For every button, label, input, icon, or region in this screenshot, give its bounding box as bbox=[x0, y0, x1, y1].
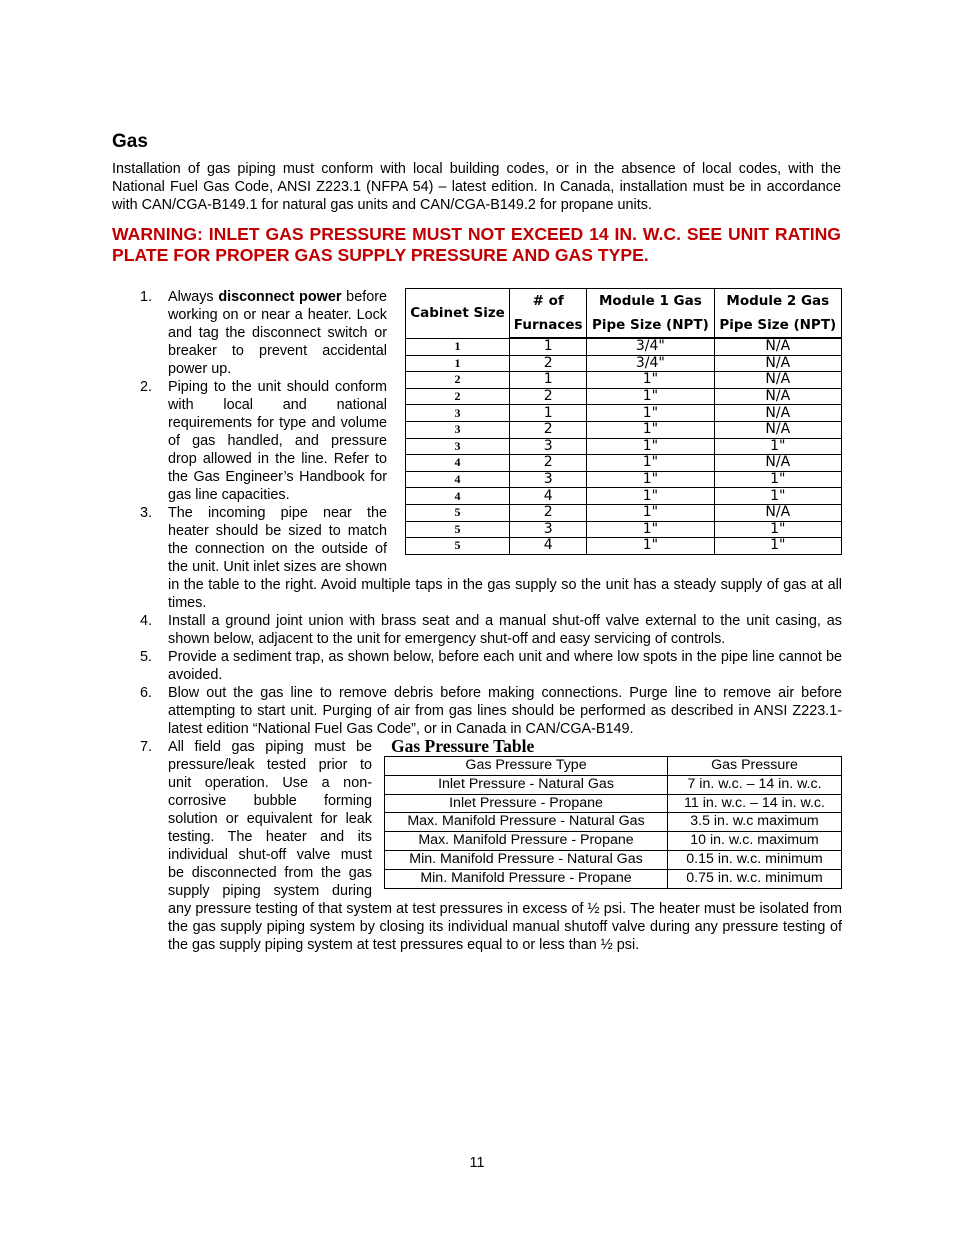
header-module2-1: Module 2 Gas bbox=[714, 289, 841, 314]
cell-module2: 1" bbox=[714, 521, 841, 538]
warning-text: WARNING: INLET GAS PRESSURE MUST NOT EXCEED 14 IN. W.C. SEE UNIT RATING PLATE FOR PROPER GAS SUPPLY PRESSURE AND GAS TYPE. bbox=[112, 224, 841, 265]
list-item-text bbox=[168, 288, 842, 378]
cell-furnaces: 2 bbox=[510, 504, 587, 521]
cell-module2: 1" bbox=[714, 471, 841, 488]
header-cabinet-size: Cabinet Size bbox=[406, 289, 510, 339]
cell-furnaces: 1 bbox=[510, 372, 587, 389]
page-number: 11 bbox=[469, 1155, 485, 1171]
cell-furnaces: 4 bbox=[510, 538, 587, 555]
list-number: 2. bbox=[140, 379, 153, 395]
cell-furnaces: 1 bbox=[510, 405, 587, 422]
cell-cabinet: 5 bbox=[406, 538, 510, 555]
cell-pressure-type: Max. Manifold Pressure - Propane bbox=[385, 832, 668, 851]
list-item-text: Piping to the unit should conform with local and national requirements for type and volume of gas handled, and pressure drop allowed in the line. Refer to the Gas Engineer’s Handbook for gas line capacities. bbox=[168, 379, 387, 503]
list-item bbox=[140, 504, 842, 612]
list-item bbox=[140, 648, 842, 684]
cell-furnaces: 2 bbox=[510, 355, 587, 372]
list-item bbox=[140, 288, 842, 378]
list-number: 6. bbox=[140, 685, 153, 701]
list-item bbox=[140, 738, 842, 954]
list-number: 4. bbox=[140, 613, 153, 629]
cell-pressure: 7 in. w.c. – 14 in. w.c. bbox=[668, 775, 842, 794]
step1-post: before working on or near a heater. Lock and tag the disconnect switch or breaker to prevent accidental power up. bbox=[168, 289, 387, 377]
cell-module2: 1" bbox=[714, 488, 841, 505]
cell-module1: 1" bbox=[587, 388, 714, 405]
cell-furnaces: 1 bbox=[510, 338, 587, 355]
cell-cabinet: 3 bbox=[406, 421, 510, 438]
cell-module2: N/A bbox=[714, 338, 841, 355]
cell-pressure: 11 in. w.c. – 14 in. w.c. bbox=[668, 794, 842, 813]
cell-module1: 1" bbox=[587, 455, 714, 472]
cell-module2: N/A bbox=[714, 355, 841, 372]
cell-module2: 1" bbox=[714, 538, 841, 555]
cell-cabinet: 3 bbox=[406, 405, 510, 422]
list-number: 5. bbox=[140, 649, 153, 665]
cell-furnaces: 2 bbox=[510, 421, 587, 438]
cell-furnaces: 3 bbox=[510, 471, 587, 488]
list-item-text: Install a ground joint union with brass seat and a manual shut-off valve external to the unit casing, as shown below, adjacent to the unit for emergency shut-off and easy servicing of controls. bbox=[168, 613, 842, 647]
cell-pressure: 3.5 in. w.c maximum bbox=[668, 813, 842, 832]
cell-module2: N/A bbox=[714, 504, 841, 521]
header-furnaces-1: # of bbox=[510, 289, 587, 314]
cell-cabinet: 2 bbox=[406, 372, 510, 389]
cell-module2: N/A bbox=[714, 372, 841, 389]
cell-module1: 1" bbox=[587, 504, 714, 521]
cell-pressure: 0.75 in. w.c. minimum bbox=[668, 869, 842, 888]
cell-module1: 3/4" bbox=[587, 338, 714, 355]
cell-pressure-type: Max. Manifold Pressure - Natural Gas bbox=[385, 813, 668, 832]
cell-cabinet: 3 bbox=[406, 438, 510, 455]
header-module1-1: Module 1 Gas bbox=[587, 289, 714, 314]
list-item bbox=[140, 612, 842, 648]
cell-cabinet: 2 bbox=[406, 388, 510, 405]
cell-module2: N/A bbox=[714, 421, 841, 438]
cell-pressure: 10 in. w.c. maximum bbox=[668, 832, 842, 851]
cell-pressure-type: Min. Manifold Pressure - Propane bbox=[385, 869, 668, 888]
section-heading: Gas bbox=[112, 131, 148, 152]
cell-furnaces: 4 bbox=[510, 488, 587, 505]
cell-module2: N/A bbox=[714, 388, 841, 405]
cell-pressure-type: Inlet Pressure - Propane bbox=[385, 794, 668, 813]
cell-module1: 3/4" bbox=[587, 355, 714, 372]
list-number: 1. bbox=[140, 289, 153, 305]
list-number: 3. bbox=[140, 505, 153, 521]
header-pressure-type: Gas Pressure Type bbox=[385, 757, 668, 776]
cell-cabinet: 1 bbox=[406, 355, 510, 372]
list-item-text: Provide a sediment trap, as shown below, before each unit and where low spots in the pipe line cannot be avoided. bbox=[168, 649, 842, 683]
gas-pressure-table-title: Gas Pressure Table bbox=[391, 736, 535, 756]
intro-paragraph: Installation of gas piping must conform with local building codes, or in the absence of local codes, with the National Fuel Gas Code, ANSI Z223.1 (NFPA 54) – latest edition. In Canada, installation must be in accordance with CAN/CGA-B149.1 for natural gas units and CAN/CGA-B149.2 for propane units. bbox=[112, 161, 841, 213]
header-module1-2: Pipe Size (NPT) bbox=[587, 313, 714, 338]
cell-module1: 1" bbox=[587, 421, 714, 438]
cell-cabinet: 1 bbox=[406, 338, 510, 355]
step1-bold: disconnect power bbox=[218, 289, 342, 305]
cell-cabinet: 4 bbox=[406, 488, 510, 505]
cell-furnaces: 3 bbox=[510, 438, 587, 455]
cell-cabinet: 4 bbox=[406, 455, 510, 472]
cell-pressure-type: Inlet Pressure - Natural Gas bbox=[385, 775, 668, 794]
cell-cabinet: 5 bbox=[406, 521, 510, 538]
cell-pressure: 0.15 in. w.c. minimum bbox=[668, 850, 842, 869]
list-item bbox=[140, 378, 842, 504]
cell-cabinet: 5 bbox=[406, 504, 510, 521]
instruction-list bbox=[140, 288, 842, 954]
cell-module1: 1" bbox=[587, 372, 714, 389]
list-item-text: The incoming pipe near the heater should be sized to match the connection on the outside of the unit. Unit inlet sizes are shown in the table to the right. Avoid multiple taps in the gas supply so the unit has a steady supply of gas at all times. bbox=[168, 505, 842, 611]
cell-module1: 1" bbox=[587, 471, 714, 488]
cell-furnaces: 2 bbox=[510, 388, 587, 405]
header-furnaces-2: Furnaces bbox=[510, 313, 587, 338]
list-item-text: All field gas piping must be pressure/leak tested prior to unit operation. Use a non-corrosive bubble forming solution or equivalent for leak testing. The heater and its individual shut-off valve must be disconnected from the gas supply piping system during any pressure testing of that system at test pressures in excess of ½ psi. The heater must be isolated from the gas supply piping system by closing its individual manual shutoff valve during any pressure testing of the gas supply piping system at test pressures equal to or less than ½ psi. bbox=[168, 739, 842, 953]
cell-module1: 1" bbox=[587, 405, 714, 422]
cell-module1: 1" bbox=[587, 521, 714, 538]
cell-furnaces: 3 bbox=[510, 521, 587, 538]
cell-module2: N/A bbox=[714, 405, 841, 422]
list-item bbox=[140, 684, 842, 738]
list-item-text: Blow out the gas line to remove debris before making connections. Purge line to remove air before attempting to start unit. Purging of air from gas lines should be performed as described in ANSI Z223.1-latest edition “National Fuel Gas Code”, or in Canada in CAN/CGA-B149. bbox=[168, 685, 842, 737]
cell-pressure-type: Min. Manifold Pressure - Natural Gas bbox=[385, 850, 668, 869]
cell-module2: N/A bbox=[714, 455, 841, 472]
list-number: 7. bbox=[140, 739, 153, 755]
cell-module1: 1" bbox=[587, 488, 714, 505]
cell-cabinet: 4 bbox=[406, 471, 510, 488]
step1-pre: Always bbox=[168, 289, 219, 305]
cell-furnaces: 2 bbox=[510, 455, 587, 472]
header-pressure: Gas Pressure bbox=[668, 757, 842, 776]
cell-module1: 1" bbox=[587, 538, 714, 555]
header-module2-2: Pipe Size (NPT) bbox=[714, 313, 841, 338]
cell-module1: 1" bbox=[587, 438, 714, 455]
cell-module2: 1" bbox=[714, 438, 841, 455]
